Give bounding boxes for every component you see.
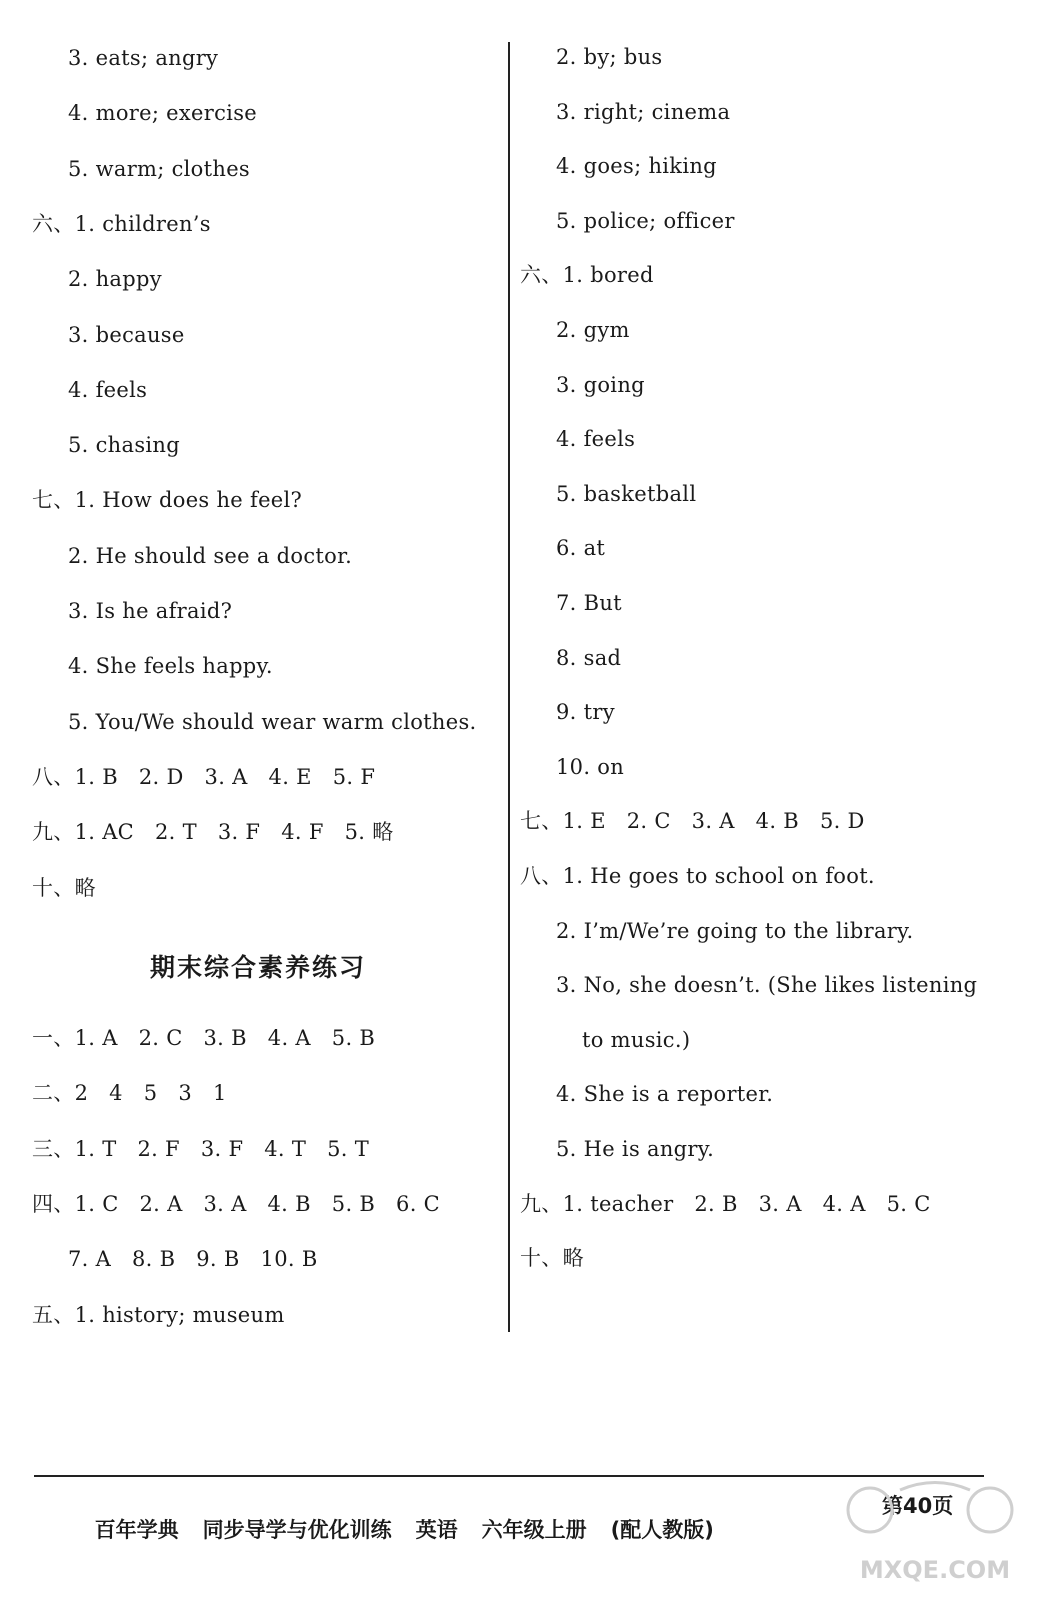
answer-line: 六、1. bored <box>520 263 654 288</box>
answer-line: 一、1. A 2. C 3. B 4. A 5. B <box>32 1026 376 1050</box>
answer-line: 7. A 8. B 9. B 10. B <box>68 1247 318 1272</box>
watermark-logo <box>840 1470 1030 1590</box>
answer-line: 五、1. history; museum <box>32 1302 285 1327</box>
answer-line: 十、略 <box>32 875 96 900</box>
answer-line: 八、1. He goes to school on foot. <box>520 864 875 888</box>
answer-line: 2. by; bus <box>556 45 663 69</box>
answer-line: 4. more; exercise <box>68 101 258 126</box>
page-number: 第40页 <box>882 1494 954 1518</box>
answer-line: 六、1. children’s <box>32 211 211 236</box>
answer-line: 九、1. AC 2. T 3. F 4. F 5. 略 <box>32 820 394 845</box>
watermark-text: MXQE.COM <box>859 1556 1011 1584</box>
footer <box>80 1490 738 1544</box>
section-title: 期末综合素养练习 <box>150 953 367 982</box>
answer-line: 十、略 <box>520 1246 584 1271</box>
footer-series: 同步导学与优化训练 <box>202 1518 392 1542</box>
answer-line: 七、1. E 2. C 3. A 4. B 5. D <box>520 809 865 834</box>
answer-line: 7. But <box>556 591 622 615</box>
answer-line: to music.) <box>582 1027 691 1052</box>
answer-line: 4. goes; hiking <box>556 154 717 179</box>
answer-line: 6. at <box>556 536 606 561</box>
answer-line: 九、1. teacher 2. B 3. A 4. A 5. C <box>520 1191 931 1216</box>
answer-line: 4. She feels happy. <box>68 654 273 679</box>
answer-line: 2. happy <box>68 267 162 292</box>
answer-line: 5. basketball <box>556 481 697 506</box>
answer-line: 3. Is he afraid? <box>68 599 233 623</box>
footer-book: 百年学典 <box>94 1518 179 1542</box>
column-divider <box>508 42 510 1332</box>
answer-line: 3. because <box>68 322 185 347</box>
answer-line: 9. try <box>556 700 615 725</box>
footer-grade: 六年级上册 <box>481 1518 587 1542</box>
footer-edition: (配人教版) <box>610 1518 714 1542</box>
answer-line: 三、1. T 2. F 3. F 4. T 5. T <box>32 1136 370 1161</box>
answer-line: 4. feels <box>556 427 636 452</box>
answer-line: 四、1. C 2. A 3. A 4. B 5. B 6. C <box>32 1191 441 1216</box>
answer-line: 4. feels <box>68 377 148 402</box>
answer-line: 3. No, she doesn’t. (She likes listening <box>556 973 978 998</box>
answer-line: 3. right; cinema <box>556 99 731 124</box>
answer-line: 8. sad <box>556 645 622 670</box>
answer-line: 5. He is angry. <box>556 1137 715 1161</box>
answer-line: 2. I’m/We’re going to the library. <box>556 918 914 943</box>
answer-line: 4. She is a reporter. <box>556 1082 774 1107</box>
answer-line: 七、1. How does he feel? <box>32 488 303 513</box>
answer-line: 5. chasing <box>68 433 180 458</box>
answer-line: 2. gym <box>556 318 630 342</box>
answer-line: 八、1. B 2. D 3. A 4. E 5. F <box>32 764 376 789</box>
answer-line: 3. going <box>556 372 645 397</box>
answer-line: 3. eats; angry <box>68 46 219 70</box>
answer-line: 二、2 4 5 3 1 <box>32 1081 227 1106</box>
answer-line: 10. on <box>556 754 625 779</box>
answer-line: 5. warm; clothes <box>68 156 250 181</box>
answer-line: 5. police; officer <box>556 208 735 233</box>
footer-subject: 英语 <box>415 1518 458 1542</box>
answer-line: 2. He should see a doctor. <box>68 543 353 568</box>
answer-line: 5. You/We should wear warm clothes. <box>68 709 477 734</box>
